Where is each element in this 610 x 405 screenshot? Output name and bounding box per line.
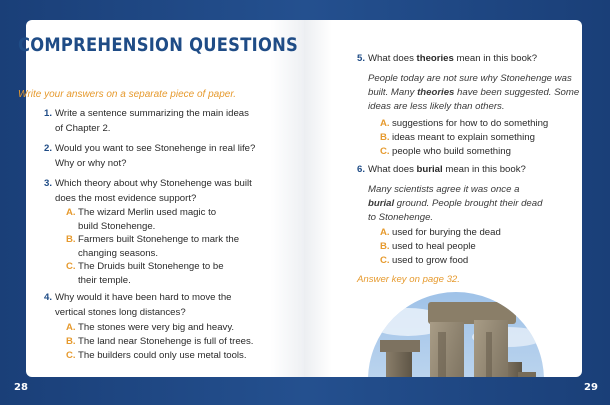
question-text-line: Write a sentence summarizing the main ideas xyxy=(55,108,249,119)
question-4 xyxy=(44,290,284,320)
question-number: 1. xyxy=(44,108,53,119)
option-text-line: changing seasons. xyxy=(78,248,159,259)
question-4-option-a xyxy=(66,321,286,335)
option-letter: A. xyxy=(66,322,76,333)
question-text: What does theories mean in this book? xyxy=(368,53,538,64)
option-text-line: The land near Stonehenge is full of trees. xyxy=(78,336,254,347)
question-text-line: of Chapter 2. xyxy=(55,123,111,134)
option-text-line: The builders could only use metal tools. xyxy=(78,350,247,361)
question-number: 4. xyxy=(44,292,53,303)
question-number: 5. xyxy=(357,53,366,64)
stonehenge-image-icon xyxy=(368,292,544,377)
question-3-option-b xyxy=(66,233,286,261)
option-text-line: Farmers built Stonehenge to mark the xyxy=(78,234,240,245)
question-text-line: Which theory about why Stonehenge was built xyxy=(55,178,252,189)
option-letter: A. xyxy=(380,118,390,129)
option-text: people who build something xyxy=(392,146,511,157)
instruction-text: Write your answers on a separate piece of paper. xyxy=(18,89,237,100)
question-6-passage: Many scientists agree it was once a burial ground. People brought their dead to Stonehenge. xyxy=(368,184,543,223)
option-text-line: their temple. xyxy=(78,275,131,286)
option-letter: C. xyxy=(66,261,76,272)
option-text: used to grow food xyxy=(392,255,469,266)
question-2 xyxy=(44,141,284,171)
question-text-line: Would you want to see Stonehenge in real life? xyxy=(55,143,256,154)
keyword-burial: burial xyxy=(416,164,443,175)
question-text-line: Why or why not? xyxy=(55,158,127,169)
option-text: used for burying the dead xyxy=(392,227,501,238)
question-3-option-c xyxy=(66,260,286,288)
stonehenge-photo xyxy=(368,292,544,377)
option-text: suggestions for how to do something xyxy=(392,118,549,129)
option-text-line: The wizard Merlin used magic to xyxy=(78,207,217,218)
option-letter: B. xyxy=(66,234,76,245)
option-letter: C. xyxy=(380,255,390,266)
question-text: What does burial mean in this book? xyxy=(368,164,526,175)
option-text-line: The stones were very big and heavy. xyxy=(78,322,235,333)
page-number-right: 29 xyxy=(584,382,598,393)
question-3 xyxy=(44,176,284,206)
question-number: 3. xyxy=(44,178,53,189)
option-text-line: The Druids built Stonehenge to be xyxy=(78,261,224,272)
question-number: 2. xyxy=(44,143,53,154)
option-letter: A. xyxy=(380,227,390,238)
question-text-line: vertical stones long distances? xyxy=(55,307,186,318)
question-3-option-a xyxy=(66,206,286,234)
question-number: 6. xyxy=(357,164,366,175)
option-letter: B. xyxy=(380,132,390,143)
option-letter: C. xyxy=(66,350,76,361)
option-letter: A. xyxy=(66,207,76,218)
question-4-option-c xyxy=(66,349,286,363)
option-text: used to heal people xyxy=(392,241,476,252)
question-text-line: Why would it have been hard to move the xyxy=(55,292,232,303)
page-title: COMPREHENSION QUESTIONS xyxy=(18,34,299,56)
option-letter: B. xyxy=(66,336,76,347)
option-letter: C. xyxy=(380,146,390,157)
option-text-line: build Stonehenge. xyxy=(78,221,156,232)
answer-key-note: Answer key on page 32. xyxy=(357,274,460,285)
photo-clip xyxy=(304,20,582,377)
question-5-passage: People today are not sure why Stonehenge was built. Many theories have been suggested. Some ideas are less likely than others. xyxy=(368,73,580,112)
page-number-left: 28 xyxy=(14,382,28,393)
option-letter: B. xyxy=(380,241,390,252)
option-text: ideas meant to explain something xyxy=(392,132,535,143)
question-text-line: does the most evidence support? xyxy=(55,193,197,204)
question-4-option-b xyxy=(66,335,286,349)
question-1 xyxy=(44,106,284,136)
keyword-theories: theories xyxy=(416,53,454,64)
